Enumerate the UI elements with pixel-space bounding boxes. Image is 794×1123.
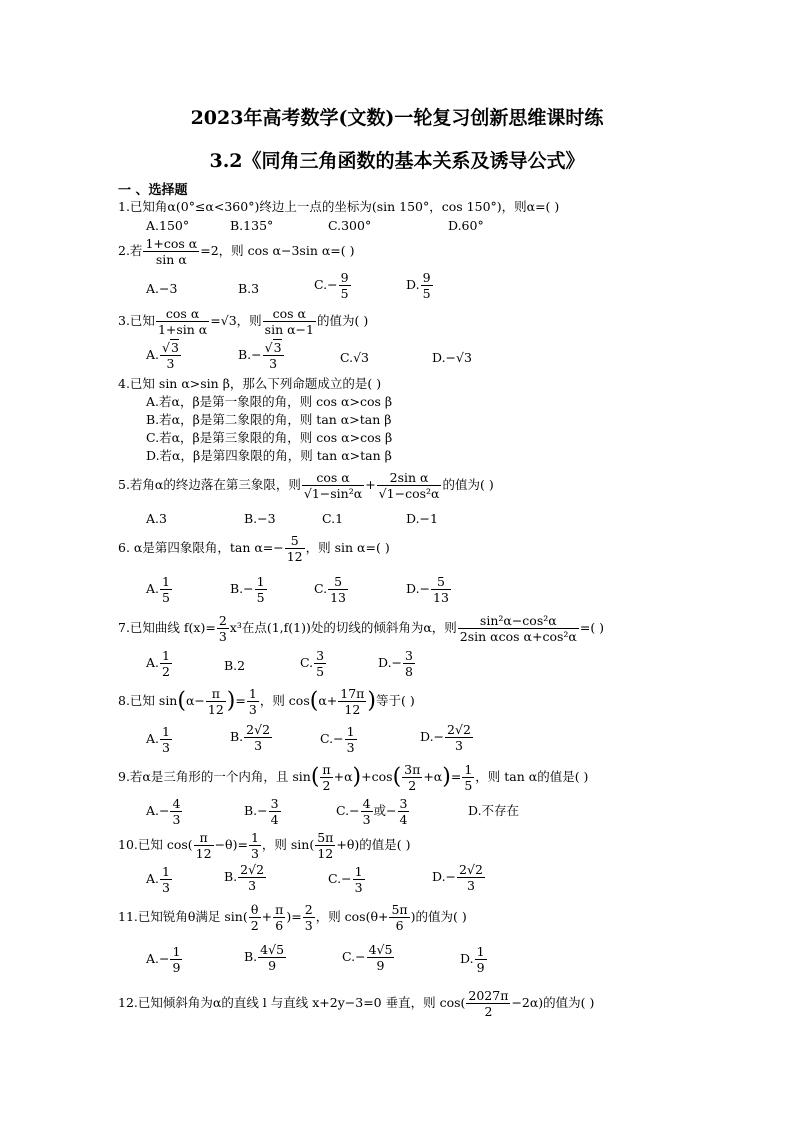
denominator: 3 bbox=[346, 740, 355, 755]
numerator: 1 bbox=[464, 762, 473, 777]
numerator: 2sin α bbox=[377, 470, 442, 486]
denominator: 3 bbox=[162, 880, 170, 895]
option-b bbox=[238, 340, 285, 371]
fraction bbox=[377, 470, 442, 501]
denominator: 2 bbox=[162, 664, 170, 679]
option-a: A.3 bbox=[146, 511, 167, 526]
denominator: 3 bbox=[362, 812, 371, 827]
numerator: 1 bbox=[162, 724, 170, 739]
numerator: cos α bbox=[156, 306, 209, 322]
denominator: 3 bbox=[248, 878, 257, 893]
stem-text: ，则 sin α=( ) bbox=[305, 540, 390, 555]
option-label: D.− bbox=[378, 655, 403, 670]
option-c bbox=[320, 724, 358, 755]
fraction bbox=[170, 796, 182, 827]
option-b bbox=[244, 796, 282, 827]
option-b: B.−3 bbox=[244, 511, 276, 526]
numerator: 5 bbox=[431, 574, 451, 590]
numerator: 1 bbox=[256, 574, 265, 589]
option-text: 或− bbox=[373, 803, 397, 818]
question-2-stem bbox=[118, 236, 355, 267]
denominator: 2 bbox=[322, 778, 331, 793]
denominator: 3 bbox=[354, 880, 363, 895]
option-a bbox=[146, 724, 173, 755]
numerator: 1 bbox=[354, 864, 363, 879]
stem-text: 11.已知锐角θ满足 sin( bbox=[118, 909, 248, 924]
numerator: 1 bbox=[346, 724, 355, 739]
denominator: 12 bbox=[207, 702, 224, 717]
fraction bbox=[421, 270, 433, 301]
stem-text: =( ) bbox=[579, 620, 605, 635]
option-b bbox=[224, 862, 267, 893]
stem-text: x³在点(1,f(1))处的切线的倾斜角为α，则 bbox=[229, 620, 457, 635]
numerator: 1+cos α bbox=[145, 236, 198, 251]
denominator: sin α bbox=[155, 252, 187, 267]
denominator: 3 bbox=[250, 846, 259, 861]
fraction bbox=[244, 722, 272, 753]
option-label: D.− bbox=[432, 869, 457, 884]
numerator: 1 bbox=[172, 944, 181, 959]
numerator: 2 bbox=[218, 613, 227, 628]
denominator: 9 bbox=[268, 958, 277, 973]
fraction bbox=[458, 613, 579, 644]
numerator: 2 bbox=[304, 902, 313, 917]
fraction bbox=[206, 686, 226, 717]
denominator: √1−sin²α bbox=[303, 486, 363, 501]
denominator: √1−cos²α bbox=[378, 486, 440, 501]
option-b: B.2 bbox=[224, 658, 246, 673]
option-c: C.300° bbox=[328, 218, 372, 233]
denominator: 5 bbox=[422, 286, 431, 301]
option-a bbox=[146, 574, 173, 605]
option-label: A. bbox=[146, 871, 160, 886]
option-label: B.− bbox=[238, 347, 262, 362]
denominator: 12 bbox=[317, 846, 334, 861]
stem-text: −2α)的值为( ) bbox=[511, 995, 595, 1010]
denominator: 6 bbox=[395, 918, 404, 933]
fraction bbox=[345, 724, 357, 755]
option-label: C.− bbox=[328, 871, 352, 886]
option-a: A.−3 bbox=[146, 281, 178, 296]
fraction bbox=[258, 942, 286, 973]
denominator: 3 bbox=[466, 878, 475, 893]
numerator: 2√2 bbox=[447, 722, 471, 737]
numerator: 1 bbox=[162, 864, 170, 879]
stem-text: 6. α是第四象限角，tan α=− bbox=[118, 540, 284, 555]
stem-text: 等于( ) bbox=[375, 693, 415, 708]
fraction bbox=[247, 686, 259, 717]
denominator: 8 bbox=[405, 664, 413, 679]
fraction bbox=[431, 574, 451, 605]
denominator: 9 bbox=[476, 960, 485, 975]
option-label: D. bbox=[460, 951, 474, 966]
option-a: A.若α，β是第一象限的角，则 cos α>cos β bbox=[146, 394, 393, 409]
option-b bbox=[230, 722, 273, 753]
stem-text: + bbox=[365, 477, 376, 492]
numerator: 5 bbox=[328, 574, 348, 590]
option-a: A.150° bbox=[146, 218, 190, 233]
fraction bbox=[160, 724, 172, 755]
numerator: π bbox=[322, 762, 331, 777]
question-3-stem bbox=[118, 306, 368, 337]
fraction bbox=[263, 340, 284, 371]
denominator: 12 bbox=[286, 549, 303, 564]
numerator: 9 bbox=[340, 270, 349, 285]
fraction bbox=[367, 942, 395, 973]
option-c bbox=[328, 864, 366, 895]
stem-text: + bbox=[261, 909, 273, 924]
fraction bbox=[160, 340, 181, 371]
fraction bbox=[361, 796, 373, 827]
numerator: 3π bbox=[404, 762, 421, 777]
denominator: 1+sin α bbox=[157, 322, 208, 337]
question-11-stem bbox=[118, 902, 467, 933]
option-a bbox=[146, 340, 182, 371]
option-d bbox=[460, 944, 488, 975]
option-d: D.60° bbox=[448, 218, 484, 233]
stem-text: +α bbox=[333, 769, 353, 784]
stem-text: 10.已知 cos( bbox=[118, 837, 193, 852]
stem-text: 12.已知倾斜角为α的直线 l 与直线 x+2y−3=0 垂直，则 cos( bbox=[118, 995, 466, 1010]
fraction bbox=[353, 864, 365, 895]
denominator: 5 bbox=[464, 778, 473, 793]
option-c bbox=[314, 574, 349, 605]
option-label: A. bbox=[146, 655, 160, 670]
fraction bbox=[315, 830, 335, 861]
option-c bbox=[342, 942, 395, 973]
stem-text: 7.已知曲线 f(x)= bbox=[118, 620, 216, 635]
numerator: 4 bbox=[172, 796, 181, 811]
option-label: A. bbox=[146, 581, 160, 596]
stem-text: =2，则 cos α−3sin α=( ) bbox=[200, 243, 355, 258]
stem-text: ，则 cos bbox=[259, 693, 310, 708]
stem-text: )的值为( ) bbox=[410, 909, 467, 924]
stem-text: = bbox=[235, 693, 246, 708]
fraction bbox=[285, 533, 305, 564]
fraction bbox=[160, 648, 172, 679]
denominator: 9 bbox=[376, 958, 385, 973]
option-d: D.−1 bbox=[406, 511, 438, 526]
option-b: B.135° bbox=[230, 218, 274, 233]
denominator: 3 bbox=[454, 738, 463, 753]
fraction bbox=[255, 574, 267, 605]
numerator: π bbox=[194, 830, 214, 846]
paren: ) bbox=[367, 688, 376, 714]
option-label: B.− bbox=[230, 581, 254, 596]
denominator: 3 bbox=[248, 702, 257, 717]
numerator: 3 bbox=[399, 796, 408, 811]
denominator: 4 bbox=[270, 812, 279, 827]
numerator: 2√2 bbox=[246, 722, 271, 737]
fraction bbox=[320, 762, 332, 793]
option-label: A. bbox=[146, 731, 160, 746]
fraction bbox=[339, 270, 351, 301]
option-label: D. bbox=[406, 277, 420, 292]
denominator: sin α−1 bbox=[264, 322, 314, 337]
stem-text: )= bbox=[286, 909, 302, 924]
numerator: 9 bbox=[422, 270, 431, 285]
option-label: B. bbox=[224, 869, 238, 884]
document-title: 2023年高考数学(文数)一轮复习创新思维课时练 bbox=[190, 107, 604, 129]
fraction bbox=[160, 864, 172, 895]
denominator: 3 bbox=[218, 629, 227, 644]
stem-text: 2.若 bbox=[118, 243, 143, 258]
denominator: 12 bbox=[344, 702, 361, 717]
numerator: π bbox=[275, 902, 284, 917]
fraction bbox=[403, 648, 415, 679]
numerator: 1 bbox=[250, 830, 259, 845]
denominator: 3 bbox=[162, 740, 170, 755]
fraction bbox=[217, 613, 229, 644]
denominator: 5 bbox=[256, 590, 265, 605]
fraction bbox=[338, 686, 366, 717]
stem-text: 的值为( ) bbox=[316, 313, 369, 328]
option-d: D.−√3 bbox=[432, 350, 472, 365]
numerator: 5π bbox=[317, 830, 334, 845]
option-label: A.− bbox=[146, 951, 170, 966]
option-c bbox=[336, 796, 410, 827]
denominator: 5 bbox=[340, 286, 349, 301]
numerator: 1 bbox=[248, 686, 257, 701]
fraction bbox=[314, 648, 326, 679]
denominator: 2 bbox=[484, 1004, 493, 1019]
numerator: 5 bbox=[285, 533, 305, 549]
stem-text: ，则 sin( bbox=[261, 837, 315, 852]
option-c bbox=[300, 648, 327, 679]
stem-text: 5.若角α的终边落在第三象限，则 bbox=[118, 477, 301, 492]
option-b: B.3 bbox=[238, 281, 260, 296]
option-a bbox=[146, 796, 183, 827]
denominator: 2 bbox=[408, 778, 417, 793]
question-4-stem: 4.已知 sin α>sin β，那么下列命题成立的是( ) bbox=[118, 376, 382, 391]
fraction bbox=[445, 722, 473, 753]
numerator: 3 bbox=[316, 648, 325, 663]
question-9-stem bbox=[118, 762, 588, 793]
stem-text: −θ)= bbox=[214, 837, 248, 852]
denominator: 5 bbox=[162, 590, 170, 605]
numerator: 2027π bbox=[468, 988, 509, 1003]
numerator: 1 bbox=[162, 648, 170, 663]
option-d bbox=[406, 270, 434, 301]
option-c bbox=[314, 270, 352, 301]
fraction bbox=[328, 574, 348, 605]
numerator: 1 bbox=[162, 574, 170, 589]
denominator: 3 bbox=[254, 738, 263, 753]
option-c: C.1 bbox=[322, 511, 344, 526]
question-1-stem: 1.已知角α(0°≤α<360°)终边上一点的坐标为(sin 150°，cos 150°)，则α=( ) bbox=[118, 199, 560, 214]
option-a bbox=[146, 648, 173, 679]
numerator: 2√2 bbox=[459, 862, 483, 877]
stem-text: +α bbox=[423, 769, 443, 784]
stem-text: α+ bbox=[318, 693, 338, 708]
stem-text: ，则 cos(θ+ bbox=[315, 909, 389, 924]
fraction bbox=[303, 902, 315, 933]
denominator: 2sin αcos α+cos²α bbox=[459, 629, 577, 644]
option-d: D.若α，β是第四象限的角，则 tan α>tan β bbox=[146, 448, 392, 463]
stem-text: 的值为( ) bbox=[442, 477, 494, 492]
denominator: 12 bbox=[195, 846, 212, 861]
option-label: B. bbox=[244, 949, 258, 964]
stem-text: ，则 tan α的值是( ) bbox=[475, 769, 589, 784]
stem-text: +θ)的值是( ) bbox=[336, 837, 411, 852]
option-a bbox=[146, 944, 183, 975]
option-label: D.− bbox=[420, 729, 445, 744]
denominator: 3 bbox=[304, 918, 313, 933]
option-d bbox=[420, 722, 474, 753]
option-a bbox=[146, 864, 173, 895]
fraction bbox=[143, 236, 199, 267]
numerator: 4√5 bbox=[260, 942, 285, 957]
option-d bbox=[432, 862, 486, 893]
numerator: cos α bbox=[263, 306, 316, 322]
option-b: B.若α，β是第二象限的角，则 tan α>tan β bbox=[146, 412, 392, 427]
paren: ( bbox=[309, 688, 319, 714]
fraction bbox=[156, 306, 209, 337]
denominator: 2 bbox=[250, 918, 259, 933]
option-label: D.− bbox=[406, 581, 431, 596]
fraction bbox=[249, 830, 261, 861]
fraction bbox=[263, 306, 316, 337]
fraction bbox=[457, 862, 485, 893]
fraction bbox=[466, 988, 510, 1019]
fraction bbox=[160, 574, 172, 605]
numerator: 4 bbox=[362, 796, 371, 811]
denominator: 4 bbox=[399, 812, 408, 827]
fraction bbox=[194, 830, 214, 861]
denominator: 6 bbox=[275, 918, 284, 933]
option-label: C.− bbox=[336, 803, 360, 818]
denominator: 13 bbox=[330, 590, 346, 605]
paren: ( bbox=[177, 688, 186, 714]
paren: ( bbox=[392, 764, 402, 790]
stem-text: 8.已知 sin bbox=[118, 693, 178, 708]
option-d bbox=[406, 574, 452, 605]
option-label: B. bbox=[230, 729, 244, 744]
fraction bbox=[302, 470, 364, 501]
option-c: C.若α，β是第三象限的角，则 cos α>cos β bbox=[146, 430, 393, 445]
stem-text: α− bbox=[185, 693, 205, 708]
numerator: √3 bbox=[264, 340, 282, 355]
option-label: A.− bbox=[146, 803, 170, 818]
numerator: sin²α−cos²α bbox=[458, 613, 579, 629]
paren: ) bbox=[226, 688, 236, 714]
numerator: 5π bbox=[391, 902, 408, 917]
numerator: 1 bbox=[476, 944, 485, 959]
fraction bbox=[273, 902, 285, 933]
option-label: B.− bbox=[244, 803, 268, 818]
option-label: C. bbox=[314, 581, 328, 596]
stem-text: +cos bbox=[361, 769, 393, 784]
denominator: 9 bbox=[172, 960, 181, 975]
stem-text: = bbox=[450, 769, 462, 784]
document-subtitle: 3.2《同角三角函数的基本关系及诱导公式》 bbox=[209, 150, 585, 172]
fraction bbox=[389, 902, 409, 933]
numerator: π bbox=[206, 686, 226, 702]
stem-text: =√3，则 bbox=[210, 313, 262, 328]
denominator: 13 bbox=[433, 590, 449, 605]
numerator: 2√2 bbox=[240, 862, 265, 877]
fraction bbox=[402, 762, 422, 793]
section-heading: 一 、选择题 bbox=[118, 183, 188, 198]
option-label: C. bbox=[300, 655, 314, 670]
question-6-stem bbox=[118, 533, 390, 564]
fraction bbox=[238, 862, 266, 893]
question-5-stem bbox=[118, 470, 494, 501]
paren: ) bbox=[352, 764, 362, 790]
option-label: C.− bbox=[314, 277, 338, 292]
option-label: C.− bbox=[320, 731, 344, 746]
fraction bbox=[249, 902, 261, 933]
question-12-stem bbox=[118, 988, 594, 1019]
numerator: cos α bbox=[302, 470, 364, 486]
option-d: D.不存在 bbox=[468, 803, 520, 818]
option-b bbox=[230, 574, 268, 605]
stem-text: 3.已知 bbox=[118, 313, 155, 328]
fraction bbox=[170, 944, 182, 975]
numerator: θ bbox=[249, 902, 261, 918]
question-10-stem bbox=[118, 830, 411, 861]
stem-text: 9.若α是三角形的一个内角，且 sin bbox=[118, 769, 311, 784]
fraction bbox=[462, 762, 474, 793]
fraction bbox=[398, 796, 410, 827]
option-b bbox=[244, 942, 287, 973]
denominator: 5 bbox=[316, 664, 325, 679]
option-d bbox=[378, 648, 416, 679]
denominator: 3 bbox=[172, 812, 181, 827]
denominator: 3 bbox=[166, 356, 175, 371]
fraction bbox=[475, 944, 487, 975]
option-label: C.− bbox=[342, 949, 366, 964]
option-c: C.√3 bbox=[340, 350, 370, 365]
numerator: 17π bbox=[340, 686, 365, 701]
option-label: A. bbox=[146, 347, 160, 362]
numerator: 3 bbox=[405, 648, 413, 663]
denominator: 3 bbox=[269, 356, 278, 371]
question-8-stem bbox=[118, 686, 415, 717]
paren: ( bbox=[310, 764, 320, 790]
fraction bbox=[269, 796, 281, 827]
paren: ) bbox=[442, 764, 451, 790]
question-7-stem bbox=[118, 613, 604, 644]
numerator: 3 bbox=[270, 796, 279, 811]
numerator: 4√5 bbox=[368, 942, 393, 957]
numerator: √3 bbox=[162, 340, 179, 355]
